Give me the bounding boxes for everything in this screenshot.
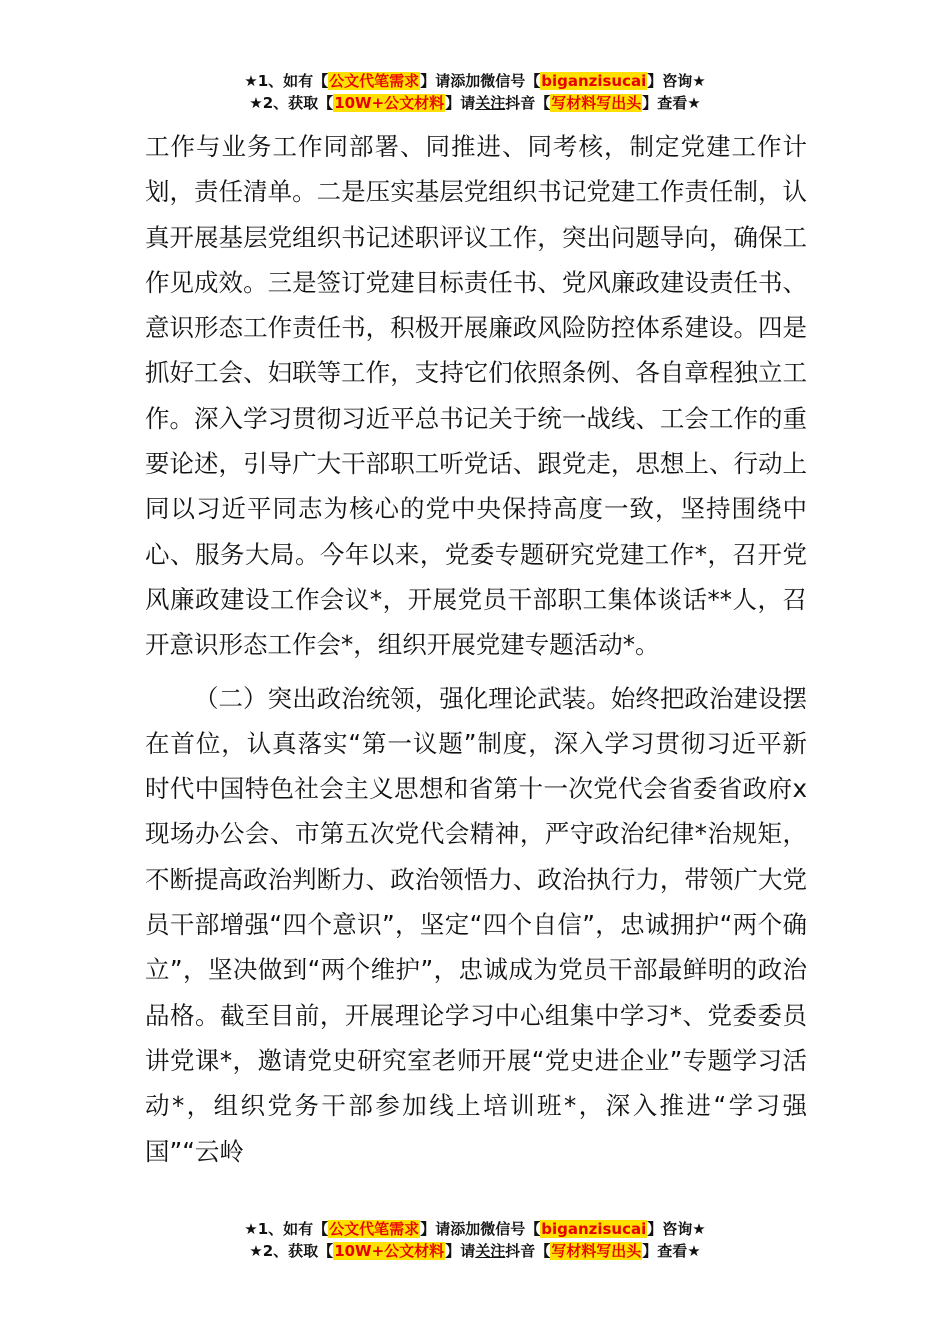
highlight-ghostwriting: 公文代笔需求: [329, 1220, 420, 1238]
highlight-materials: 10W+公文材料: [334, 94, 445, 112]
paragraph-2: （二）突出政治统领，强化理论武装。始终把政治建设摆在首位，认真落实“第一议题”制度，深入学习贯彻习近平新时代中国特色社会主义思想和省第十一次党代会省委省政府x现场办公会、市第五次党代会精神，严守政治纪律*治规矩，不断提高政治判断力、政治领悟力、政治执行力，带领广大党员干部增强“四个意识”，坚定“四个自信”，忠诚拥护“两个确立”，坚决做到“两个维护”，忠诚成为党员干部最鲜明的政治品格。截至目前，开展理论学习中心组集中学习*、党委委员讲党课*，邀请党史研究室老师开展“党史进企业”专题学习活动*，组织党务干部参加线上培训班*，深入推进“学习强国”“云岭: [145, 683, 807, 1166]
footer-text: 抖音【: [505, 1242, 551, 1260]
footer-text: 】查看★: [642, 1242, 701, 1260]
footer-text: 】请: [445, 1242, 476, 1260]
footer-text: 】请添加微信号【: [420, 1220, 541, 1238]
underlined-follow: 关注: [475, 1242, 506, 1260]
header-banner: [0, 70, 950, 114]
highlight-douyin-account: 写材料写出头: [551, 1242, 642, 1260]
header-text: ★1、如有【: [244, 72, 329, 90]
header-text: 】请添加微信号【: [420, 72, 541, 90]
highlight-ghostwriting: 公文代笔需求: [329, 72, 420, 90]
document-body: [145, 124, 807, 1174]
header-text: ★2、获取【: [249, 94, 334, 112]
header-text: 】咨询★: [647, 72, 706, 90]
header-text: 】请: [445, 94, 476, 112]
highlight-wechat-id: biganzisucai: [541, 1220, 647, 1238]
header-text: 抖音【: [505, 94, 551, 112]
footer-banner: [0, 1218, 950, 1262]
underlined-follow: 关注: [475, 94, 506, 112]
header-line-2: [0, 92, 950, 114]
footer-text: 】咨询★: [647, 1220, 706, 1238]
footer-line-1: [0, 1218, 950, 1240]
paragraph-1: 工作与业务工作同部署、同推进、同考核，制定党建工作计划，责任清单。二是压实基层党组织书记党建工作责任制，认真开展基层党组织书记述职评议工作，突出问题导向，确保工作见成效。三是签订党建目标责任书、党风廉政建设责任书、意识形态工作责任书，积极开展廉政风险防控体系建设。四是抓好工会、妇联等工作，支持它们依照条例、各自章程独立工作。深入学习贯彻习近平总书记关于统一战线、工会工作的重要论述，引导广大干部职工听党话、跟党走，思想上、行动上同以习近平同志为核心的党中央保持高度一致，坚持围绕中心、服务大局。今年以来，党委专题研究党建工作*，召开党风廉政建设工作会议*，开展党员干部职工集体谈话**人，召开意识形态工作会*，组织开展党建专题活动*。: [145, 132, 807, 660]
header-text: 】查看★: [642, 94, 701, 112]
highlight-douyin-account: 写材料写出头: [551, 94, 642, 112]
highlight-wechat-id: biganzisucai: [541, 72, 647, 90]
footer-text: ★2、获取【: [249, 1242, 334, 1260]
header-line-1: [0, 70, 950, 92]
highlight-materials: 10W+公文材料: [334, 1242, 445, 1260]
footer-line-2: [0, 1240, 950, 1262]
footer-text: ★1、如有【: [244, 1220, 329, 1238]
